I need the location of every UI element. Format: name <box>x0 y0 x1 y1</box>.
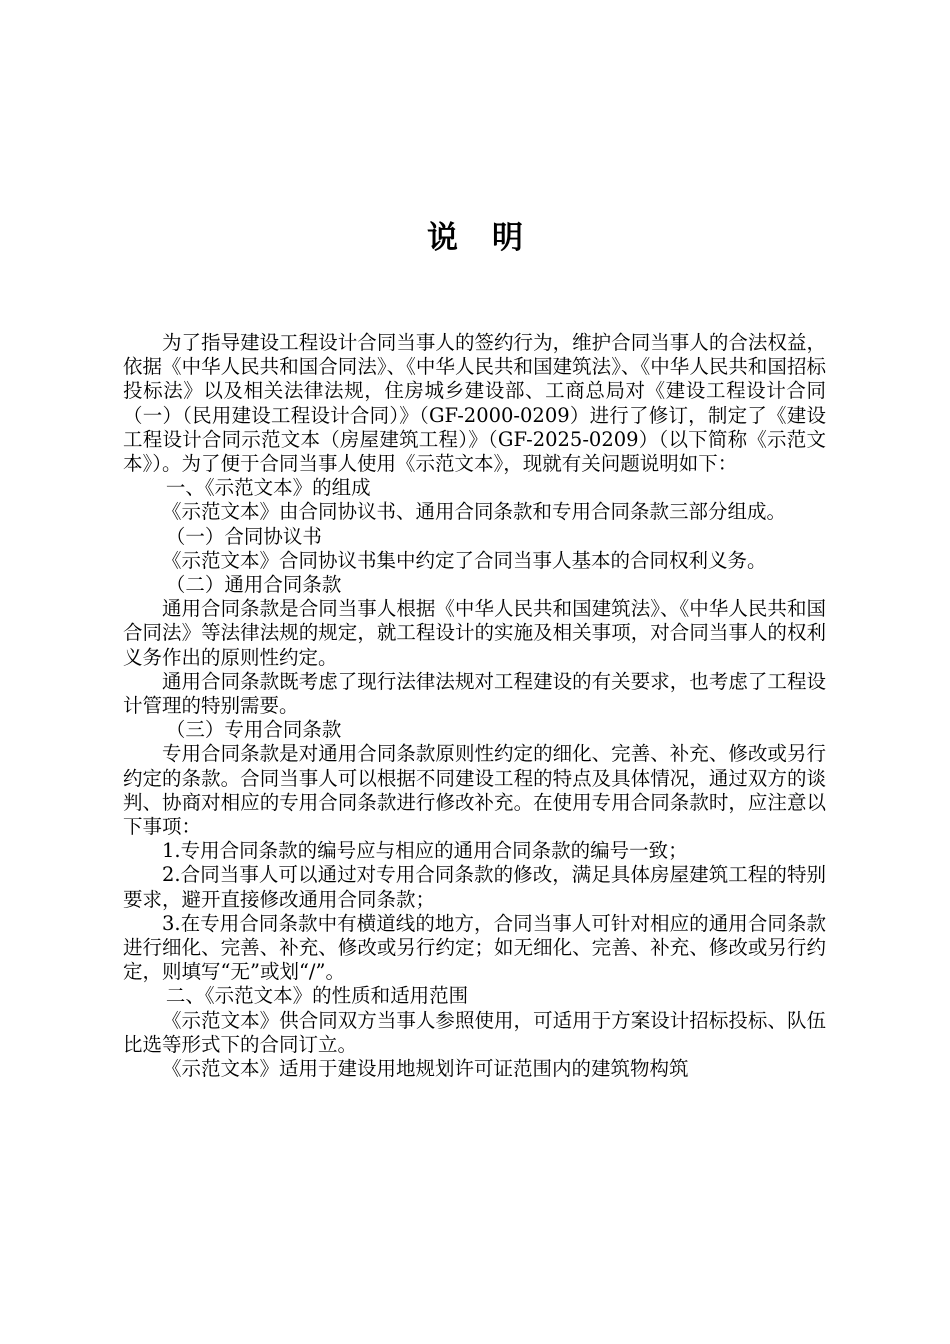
subsection-heading-agreement: （一）合同协议书 <box>165 524 322 548</box>
paragraph-general-terms-2: 通用合同条款既考虑了现行法律法规对工程建设的有关要求，也考虑了工程设计管理的特别需要。 <box>123 669 826 718</box>
paragraph-general-terms-1: 通用合同条款是合同当事人根据《中华人民共和国建筑法》、《中华人民共和国合同法》等法律法规的规定，就工程设计的实施及相关事项，对合同当事人的权利义务作出的原则性约定。 <box>123 597 826 669</box>
paragraph-agreement: 《示范文本》合同协议书集中约定了合同当事人基本的合同权利义务。 <box>162 548 767 572</box>
section-heading-composition: 一、《示范文本》的组成 <box>165 476 371 500</box>
list-item-modification: 2.合同当事人可以通过对专用合同条款的修改，满足具体房屋建筑工程的特别要求，避开直接修改通用合同条款； <box>123 863 826 911</box>
paragraph-composition: 《示范文本》由合同协议书、通用合同条款和专用合同条款三部分组成。 <box>162 500 787 524</box>
document-body <box>123 331 826 1081</box>
list-item-numbering: 1.专用合同条款的编号应与相应的通用合同条款的编号一致； <box>162 839 688 863</box>
list-item-blank-lines: 3.在专用合同条款中有横道线的地方，合同当事人可针对相应的通用合同条款进行细化、完善、补充、修改或另行约定；如无细化、完善、补充、修改或另行约定，则填写“无”或划“/”。 <box>123 911 826 984</box>
page-title: 说明 <box>427 220 557 256</box>
paragraph-intro: 为了指导建设工程设计合同当事人的签约行为，维护合同当事人的合法权益，依据《中华人民共和国合同法》、《中华人民共和国建筑法》、《中华人民共和国招标投标法》以及相关法律法规，住房城乡建设部、工商总局对《建设工程设计合同（一）（民用建设工程设计合同）》（GF-2000-0209）进行了修订，制定了《建设工程设计合同示范文本（房屋建筑工程）》（GF-2025-0209）（以下简称《示范文本》）。为了便于合同当事人使用《示范文本》，现就有关问题说明如下： <box>123 331 826 476</box>
subsection-heading-general-terms: （二）通用合同条款 <box>165 573 342 597</box>
paragraph-scope-1: 《示范文本》供合同双方当事人参照使用，可适用于方案设计招标投标、队伍比选等形式下的合同订立。 <box>123 1008 826 1056</box>
paragraph-scope-2: 《示范文本》适用于建设用地规划许可证范围内的建筑物构筑 <box>162 1057 689 1081</box>
section-heading-scope: 二、《示范文本》的性质和适用范围 <box>165 984 469 1008</box>
subsection-heading-special-terms: （三）专用合同条款 <box>165 718 342 742</box>
paragraph-special-terms: 专用合同条款是对通用合同条款原则性约定的细化、完善、补充、修改或另行约定的条款。合同当事人可以根据不同建设工程的特点及具体情况，通过双方的谈判、协商对相应的专用合同条款进行修改补充。在使用专用合同条款时，应注意以下事项： <box>123 742 826 839</box>
